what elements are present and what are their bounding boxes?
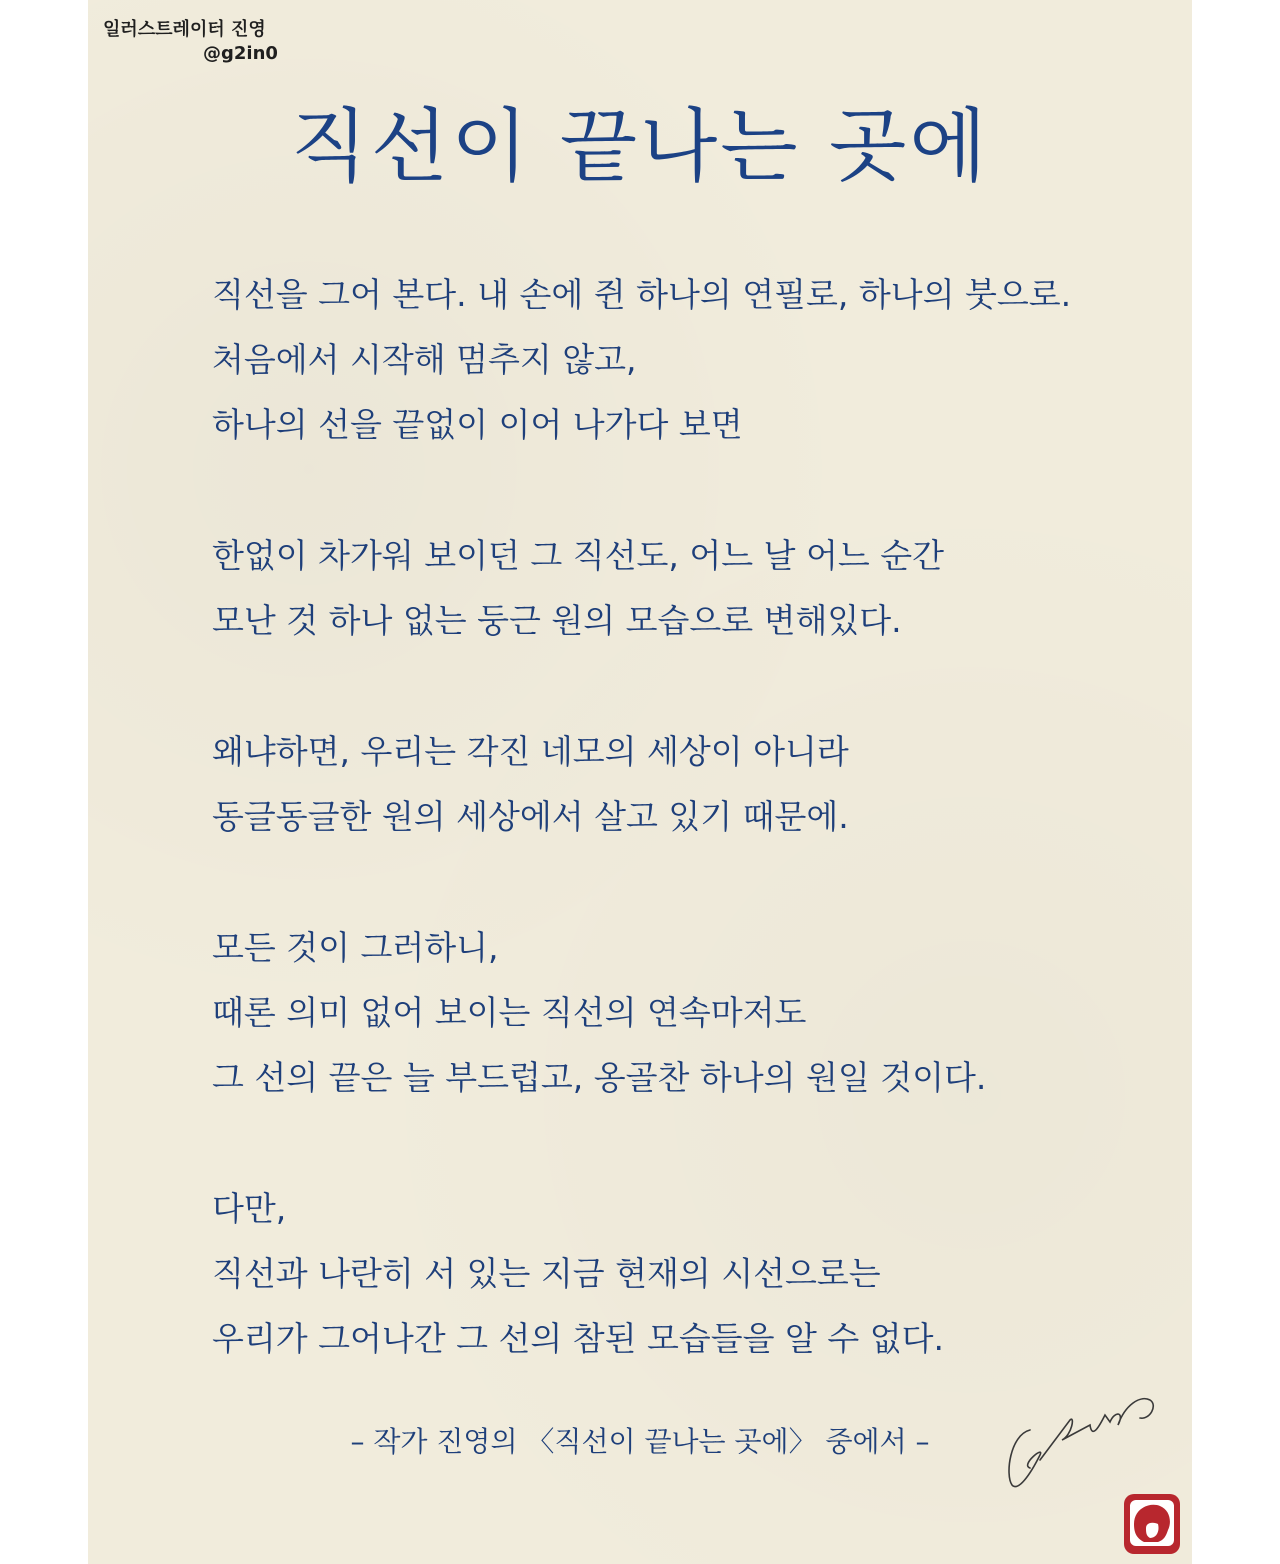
poem-line: 다만, — [212, 1189, 287, 1228]
stanza — [212, 262, 1112, 457]
artist-credit — [103, 18, 278, 66]
page-title: 직선이 끝나는 곳에 — [290, 100, 990, 193]
poem-line: 모난 것 하나 없는 둥근 원의 모습으로 변해있다. — [212, 601, 902, 640]
stanza — [212, 523, 1112, 653]
poem-line: 직선과 나란히 서 있는 지금 현재의 시선으로는 — [212, 1254, 881, 1293]
stanza — [212, 719, 1112, 849]
stanza — [212, 1176, 1112, 1371]
artist-handle: @g2in0 — [203, 43, 278, 64]
poem-line: 우리가 그어나간 그 선의 참된 모습들을 알 수 없다. — [212, 1319, 944, 1358]
artist-name: 일러스트레이터 진영 — [103, 19, 266, 40]
artist-stamp-icon — [1124, 1494, 1180, 1554]
source-citation: – 작가 진영의 〈직선이 끝나는 곳에〉 중에서 – — [350, 1425, 930, 1458]
stanza — [212, 915, 1112, 1110]
poem-line: 모든 것이 그러하니, — [212, 928, 499, 967]
poem-body — [212, 262, 1112, 1437]
poem-line: 왜냐하면, 우리는 각진 네모의 세상이 아니라 — [212, 732, 849, 771]
poem-line: 때론 의미 없어 보이는 직선의 연속마저도 — [212, 993, 807, 1032]
poem-line: 직선을 그어 본다. 내 손에 쥔 하나의 연필로, 하나의 붓으로. — [212, 275, 1072, 314]
poem-line: 한없이 차가워 보이던 그 직선도, 어느 날 어느 순간 — [212, 536, 944, 575]
poem-line: 처음에서 시작해 멈추지 않고, — [212, 340, 637, 379]
signature — [1000, 1380, 1160, 1490]
poem-line: 하나의 선을 끝없이 이어 나가다 보면 — [212, 405, 743, 444]
poem-line: 동글동글한 원의 세상에서 살고 있기 때문에. — [212, 797, 849, 836]
poem-line: 그 선의 끝은 늘 부드럽고, 옹골찬 하나의 원일 것이다. — [212, 1058, 987, 1097]
